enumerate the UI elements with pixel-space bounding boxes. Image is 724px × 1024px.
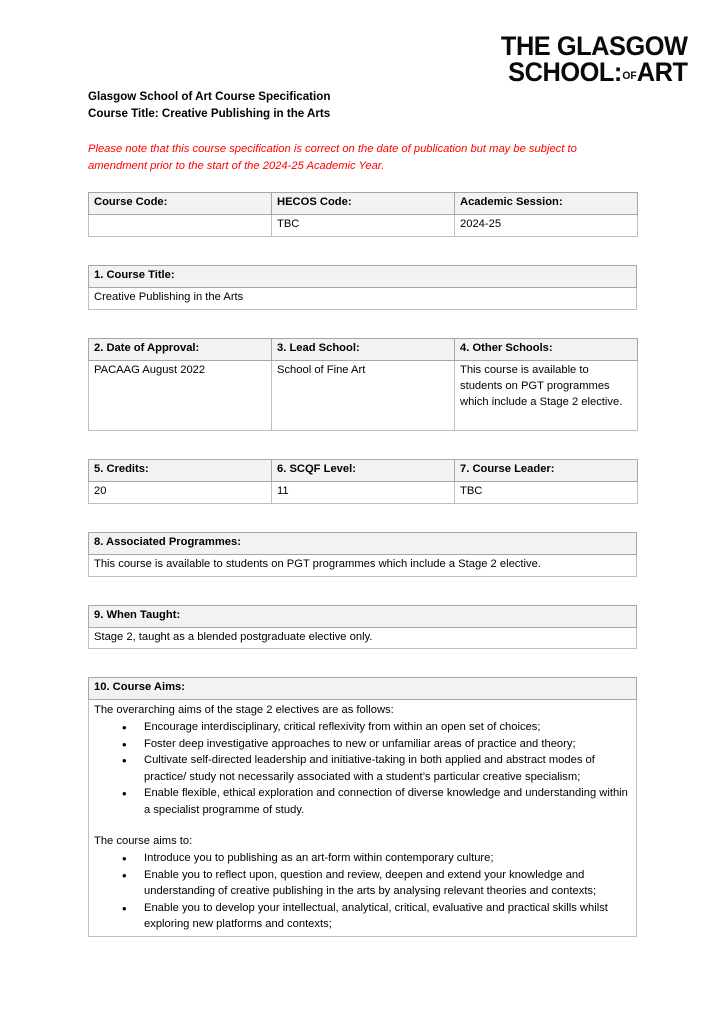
spacer xyxy=(88,431,637,441)
document-content xyxy=(88,88,637,937)
header-when-taught: 9. When Taught: xyxy=(89,605,637,627)
page-title-line-2: Course Title: Creative Publishing in the Arts xyxy=(88,107,331,121)
spacer xyxy=(94,818,631,833)
aims-list-overarching xyxy=(94,719,631,818)
header-course-aims: 10. Course Aims: xyxy=(89,678,637,700)
table-row xyxy=(89,481,638,503)
aims-intro-overarching: The overarching aims of the stage 2 electives are as follows: xyxy=(94,704,394,717)
value-course-title: Creative Publishing in the Arts xyxy=(89,288,637,310)
header-date-of-approval: 2. Date of Approval: xyxy=(89,339,272,361)
table-row-header xyxy=(89,678,637,700)
header-credits: 5. Credits: xyxy=(89,460,272,482)
aims-list-course xyxy=(94,850,631,933)
header-associated-programmes: 8. Associated Programmes: xyxy=(89,532,637,554)
page-title xyxy=(88,88,637,122)
value-associated-programmes: This course is available to students on PGT programmes which include a Stage 2 elective. xyxy=(89,554,637,576)
table-section-1-course-title xyxy=(88,265,637,310)
value-credits: 20 xyxy=(89,481,272,503)
value-course-leader: TBC xyxy=(455,481,638,503)
value-date-of-approval: PACAAG August 2022 xyxy=(89,361,272,431)
logo-school-text: SCHOOL xyxy=(507,56,614,87)
table-row xyxy=(89,700,637,937)
table-row-header xyxy=(89,193,638,215)
header-course-title: 1. Course Title: xyxy=(89,266,637,288)
value-when-taught: Stage 2, taught as a blended postgraduate elective only. xyxy=(89,627,637,649)
table-section-9-when-taught xyxy=(88,605,637,650)
logo-art-text: ART xyxy=(636,56,687,87)
value-academic-session: 2024-25 xyxy=(455,215,638,237)
value-course-code xyxy=(89,215,272,237)
value-other-schools: This course is available to students on PGT programmes which include a Stage 2 elective. xyxy=(455,361,638,431)
list-item: • Enable flexible, ethical exploration and connection of diverse knowledge and understanding within a specialist programme of study. xyxy=(94,785,631,818)
table-row-header xyxy=(89,266,637,288)
spacer xyxy=(88,504,637,514)
list-item: • Introduce you to publishing as an art-form within contemporary culture; xyxy=(94,850,631,867)
logo-line-2 xyxy=(500,56,687,87)
header-academic-session: Academic Session: xyxy=(455,193,638,215)
spacer xyxy=(88,237,637,247)
publication-notice: Please note that this course specification is correct on the date of publication but may be subject to amendment prior to the start of the 2024-25 Academic Year. xyxy=(88,143,577,172)
spacer xyxy=(88,649,637,659)
table-sections-5-7 xyxy=(88,459,638,504)
header-scqf-level: 6. SCQF Level: xyxy=(272,460,455,482)
value-hecos-code: TBC xyxy=(272,215,455,237)
table-row xyxy=(89,554,637,576)
course-aims-body xyxy=(94,702,631,933)
header-course-code: Course Code: xyxy=(89,193,272,215)
logo-of-text: OF xyxy=(621,69,637,82)
list-item: • Encourage interdisciplinary, critical reflexivity from within an open set of choices; xyxy=(94,719,631,736)
table-row xyxy=(89,288,637,310)
list-item: • Enable you to develop your intellectual, analytical, critical, evaluative and practical skills whilst exploring new platforms and contexts; xyxy=(94,900,631,933)
aims-intro-course: The course aims to: xyxy=(94,835,193,848)
page-title-line-1: Glasgow School of Art Course Specification xyxy=(88,90,331,103)
table-section-8-associated-programmes xyxy=(88,532,637,577)
header-other-schools: 4. Other Schools: xyxy=(455,339,638,361)
table-row-header xyxy=(89,460,638,482)
table-course-codes xyxy=(88,192,638,237)
value-course-aims xyxy=(89,700,637,937)
spacer xyxy=(88,577,637,587)
value-lead-school: School of Fine Art xyxy=(272,361,455,431)
table-row xyxy=(89,627,637,649)
logo-colon: : xyxy=(613,56,622,87)
table-row-header xyxy=(89,339,638,361)
header-hecos-code: HECOS Code: xyxy=(272,193,455,215)
value-scqf-level: 11 xyxy=(272,481,455,503)
header-course-leader: 7. Course Leader: xyxy=(455,460,638,482)
table-row xyxy=(89,215,638,237)
list-item: • Foster deep investigative approaches to new or unfamiliar areas of practice and theory; xyxy=(94,736,631,753)
table-row-header xyxy=(89,605,637,627)
header-lead-school: 3. Lead School: xyxy=(272,339,455,361)
gsa-logo xyxy=(500,31,687,87)
logo-line-1: THE GLASGOW xyxy=(500,31,687,61)
table-section-10-course-aims xyxy=(88,677,637,936)
table-sections-2-4 xyxy=(88,338,638,431)
list-item: • Enable you to reflect upon, question and review, deepen and extend your knowledge and understanding of creative publishing in the arts by analysing relevant theories and contexts; xyxy=(94,867,631,900)
list-item: • Cultivate self-directed leadership and initiative-taking in both applied and abstract modes of practice/ study not necessarily associated with a student’s particular creative specialism; xyxy=(94,752,631,785)
table-row xyxy=(89,361,638,431)
table-row-header xyxy=(89,532,637,554)
spacer xyxy=(88,310,637,320)
